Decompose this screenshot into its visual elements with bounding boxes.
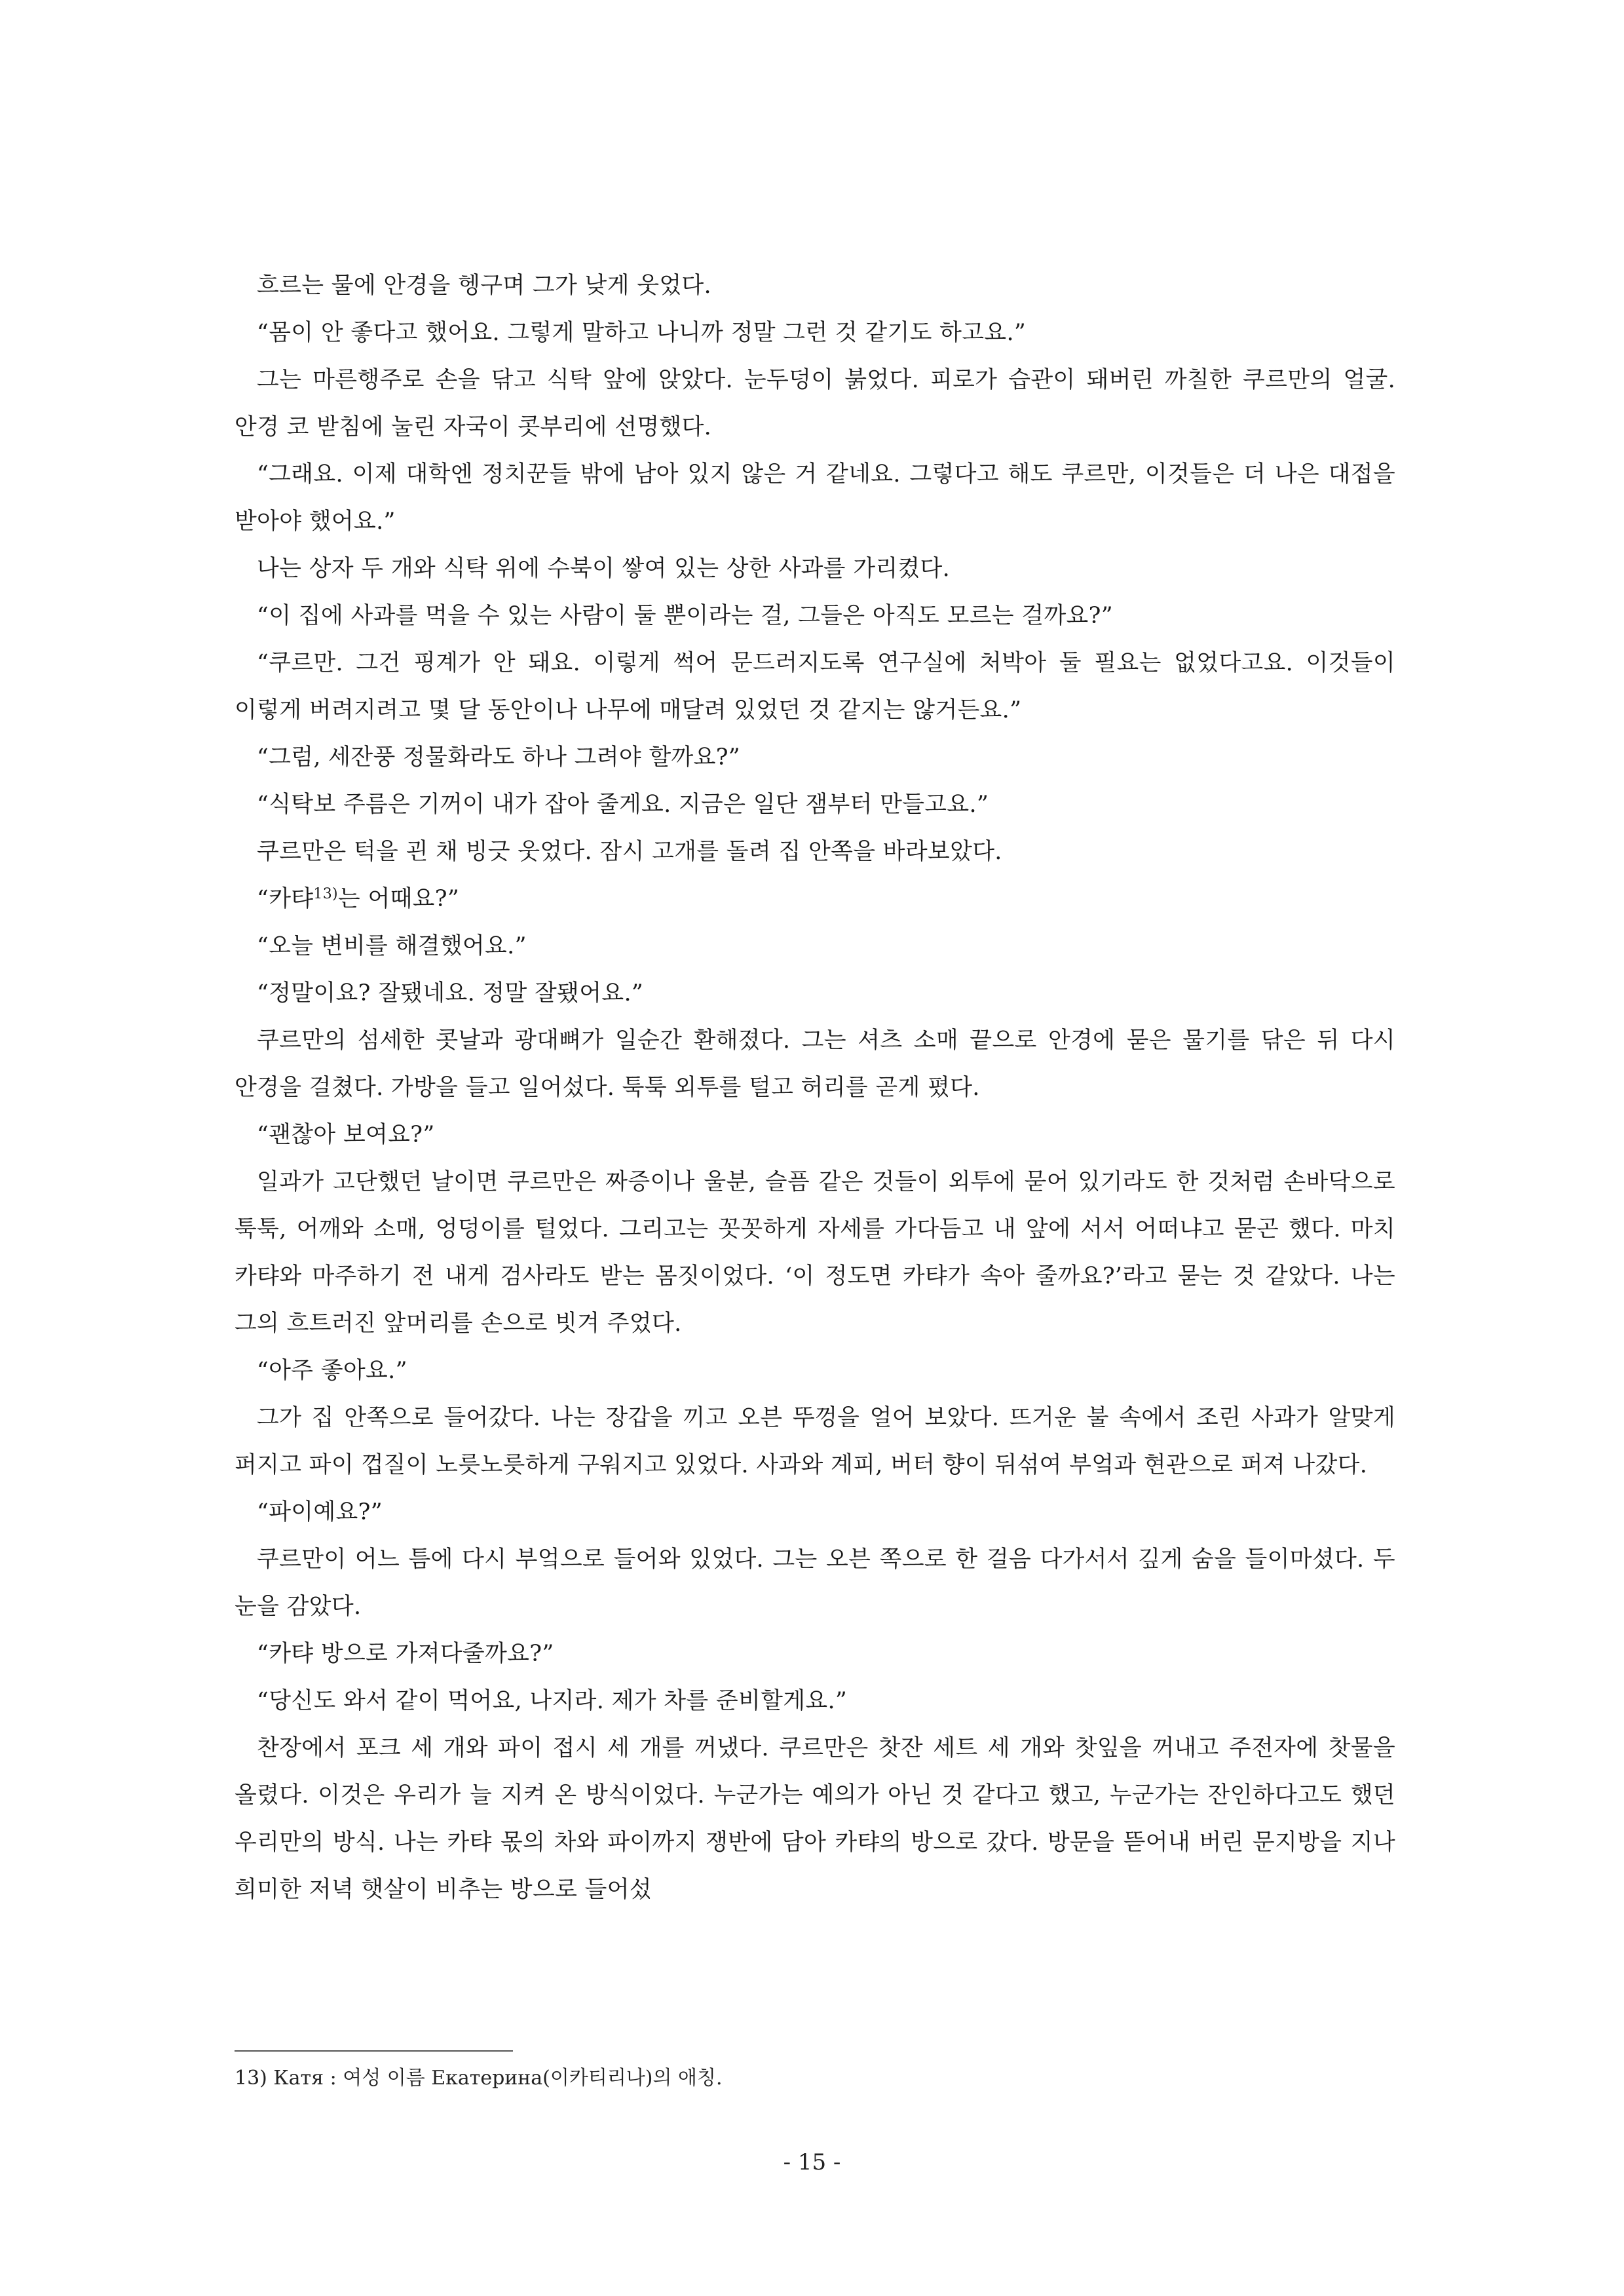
katya-line-start: “카탸: [257, 886, 314, 912]
footnote-reference: 13): [313, 886, 338, 902]
paragraph-7: “쿠르만. 그건 핑계가 안 돼요. 이렇게 썩어 문드러지도록 연구실에 처박아 둘 필요는 없었다고요. 이것들이 이렇게 버려지려고 몇 달 동안이나 나무에 매달려 있었던 것 같지는 않거든요.”: [235, 650, 1395, 723]
paragraph-17: 그가 집 안쪽으로 들어갔다. 나는 장갑을 끼고 오븐 뚜껑을 얼어 보았다. 뜨거운 불 속에서 조린 사과가 알맞게 퍼지고 파이 껍질이 노릇노릇하게 구워지고 있었다. 사과와 계피, 버터 향이 뒤섞여 부엌과 현관으로 퍼져 나갔다.: [235, 1405, 1395, 1478]
katya-line-end: 는 어때요?”: [337, 886, 460, 912]
paragraph-19: 쿠르만이 어느 틈에 다시 부엌으로 들어와 있었다. 그는 오븐 쪽으로 한 걸음 다가서서 깊게 숨을 들이마셨다. 두 눈을 감았다.: [235, 1546, 1395, 1620]
paragraph-4: “그래요. 이제 대학엔 정치꾼들 밖에 남아 있지 않은 거 같네요. 그렇다고 해도 쿠르만, 이것들은 더 나은 대접을 받아야 했어요.”: [235, 461, 1395, 535]
paragraph-1: 흐르는 물에 안경을 헹구며 그가 낮게 웃었다.: [257, 273, 711, 299]
paragraph-9: “식탁보 주름은 기꺼이 내가 잡아 줄게요. 지금은 일단 잼부터 만들고요.”: [257, 792, 989, 818]
paragraph-18: “파이예요?”: [257, 1499, 383, 1525]
paragraph-10: 쿠르만은 턱을 괸 채 빙긋 웃었다. 잠시 고개를 돌려 집 안쪽을 바라보았다.: [257, 839, 1002, 865]
paragraph-21: “당신도 와서 같이 먹어요, 나지라. 제가 차를 준비할게요.”: [257, 1688, 848, 1714]
story-body: [235, 262, 1395, 1913]
paragraph-13: 쿠르만의 섬세한 콧날과 광대뼈가 일순간 환해졌다. 그는 셔츠 소매 끝으로 안경에 묻은 물기를 닦은 뒤 다시 안경을 걸쳤다. 가방을 들고 일어섰다. 툭툭 외투를 털고 허리를 곧게 폈다.: [235, 1027, 1395, 1101]
paragraph-12: “정말이요? 잘됐네요. 정말 잘됐어요.”: [257, 980, 644, 1006]
footnote: 13) Катя : 여성 이름 Екатерина(이카티리나)의 애칭.: [235, 2067, 723, 2090]
paragraph-14: “괜찮아 보여요?”: [257, 1122, 435, 1148]
paragraph-22: 찬장에서 포크 세 개와 파이 접시 세 개를 꺼냈다. 쿠르만은 찻잔 세트 세 개와 찻잎을 꺼내고 주전자에 찻물을 올렸다. 이것은 우리가 늘 지켜 온 방식이었다. 누군가는 예의가 아닌 것 같다고 했고, 누군가는 잔인하다고도 했던 우리만의 방식. 나는 카탸 몫의 차와 파이까지 쟁반에 담아 카탸의 방으로 갔다. 방문을 뜯어내 버린 문지방을 지나 희미한 저녁 햇살이 비추는 방으로 들어섰: [235, 1735, 1395, 1903]
paragraph-11: “오늘 변비를 해결했어요.”: [257, 933, 527, 959]
paragraph-16: “아주 좋아요.”: [257, 1358, 407, 1384]
paragraph-15: 일과가 고단했던 날이면 쿠르만은 짜증이나 울분, 슬픔 같은 것들이 외투에 묻어 있기라도 한 것처럼 손바닥으로 툭툭, 어깨와 소매, 엉덩이를 털었다. 그리고는 꼿꼿하게 자세를 가다듬고 내 앞에 서서 어떠냐고 묻곤 했다. 마치 카탸와 마주하기 전 내게 검사라도 받는 몸짓이었다. ‘이 정도면 카탸가 속아 줄까요?’라고 묻는 것 같았다. 나는 그의 흐트러진 앞머리를 손으로 빗겨 주었다.: [235, 1169, 1395, 1337]
paragraph-20: “카탸 방으로 가져다줄까요?”: [257, 1641, 554, 1667]
paragraph-3: 그는 마른행주로 손을 닦고 식탁 앞에 앉았다. 눈두덩이 붉었다. 피로가 습관이 돼버린 까칠한 쿠르만의 얼굴. 안경 코 받침에 눌린 자국이 콧부리에 선명했다.: [235, 367, 1395, 440]
footnote-divider: [235, 2050, 513, 2052]
paragraph-8: “그럼, 세잔풍 정물화라도 하나 그려야 할까요?”: [257, 744, 740, 771]
paragraph-2: “몸이 안 좋다고 했어요. 그렇게 말하고 나니까 정말 그런 것 같기도 하고요.”: [257, 320, 1027, 346]
paragraph-5: 나는 상자 두 개와 식탁 위에 수북이 쌓여 있는 상한 사과를 가리켰다.: [257, 556, 951, 582]
paragraph-6: “이 집에 사과를 먹을 수 있는 사람이 둘 뿐이라는 걸, 그들은 아직도 모르는 걸까요?”: [257, 603, 1113, 629]
page-number: - 15 -: [783, 2149, 841, 2175]
paragraph-katya: [235, 875, 1395, 923]
